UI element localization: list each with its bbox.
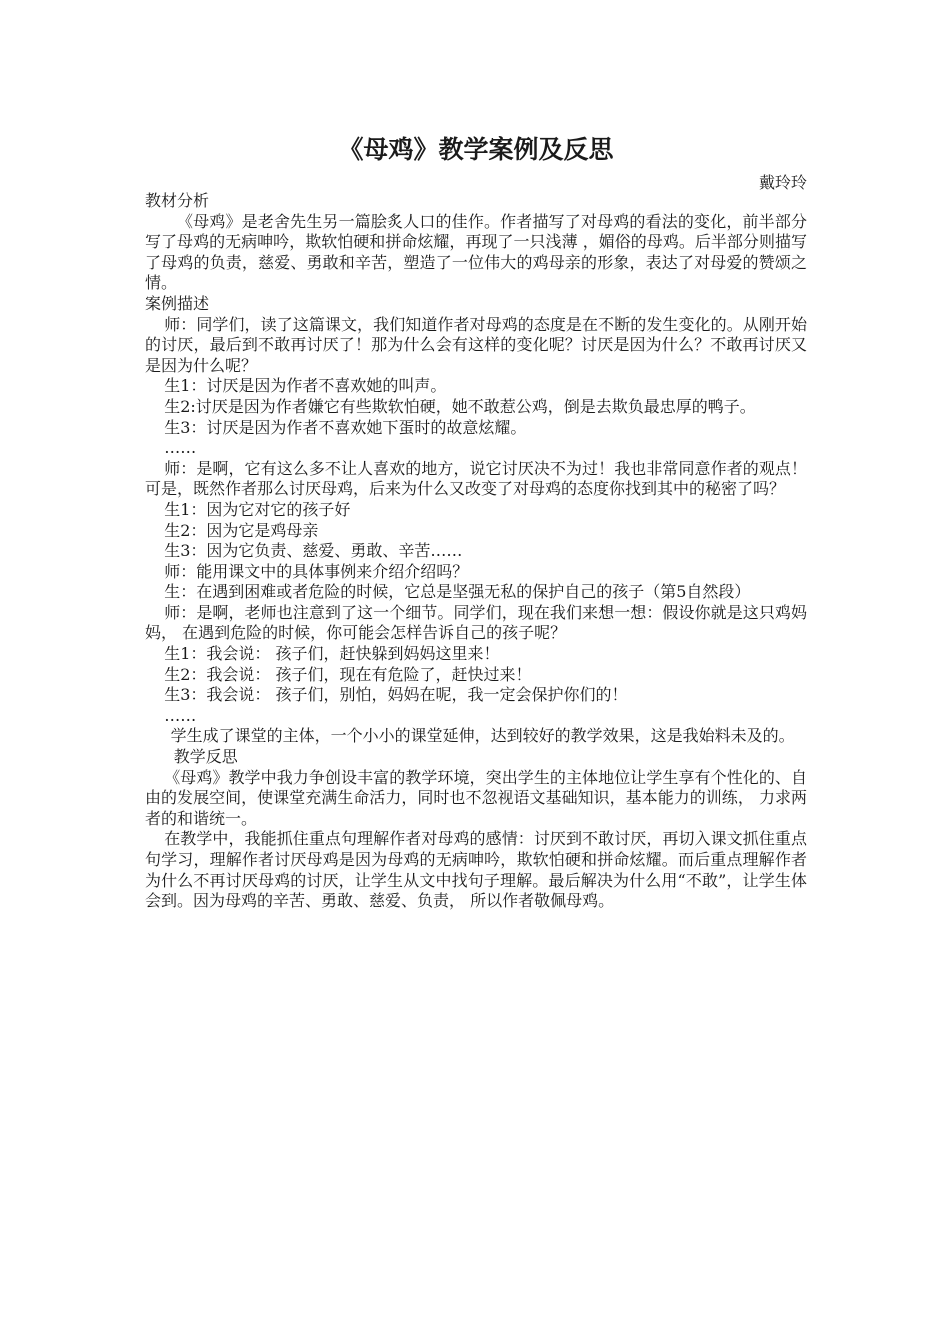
paragraph: 《母鸡》是老舍先生另一篇脍炙人口的佳作。作者描写了对母鸡的看法的变化，前半部分写了母鸡的无病呻吟，欺软怕硬和拼命炫耀，再现了一只浅薄 ，媚俗的母鸡。后半部分则描写了母鸡的负责，慈爱、勇敢和辛苦，塑造了一位伟大的鸡母亲的形象，表达了对母爱的赞颂之情。 (145, 211, 807, 293)
paragraph: 师：是啊，它有这么多不让人喜欢的地方，说它讨厌决不为过！我也非常同意作者的观点！可是，既然作者那么讨厌母鸡，后来为什么又改变了对母鸡的态度你找到其中的秘密了吗？ (145, 458, 807, 499)
paragraph: 生1：因为它对它的孩子好 (164, 499, 351, 519)
section-heading: 案例描述 (145, 293, 210, 313)
paragraph: 生3：我会说： 孩子们，别怕，妈妈在呢，我一定会保护你们的！ (164, 685, 628, 705)
paragraph: …… (164, 705, 197, 725)
paragraph: 在教学中，我能抓住重点句理解作者对母鸡的感情：讨厌到不敢讨厌，再切入课文抓住重点句学习，理解作者讨厌母鸡是因为母鸡的无病呻吟，欺软怕硬和拼命炫耀。而后重点理解作者为什么不再讨厌母鸡的讨厌，让学生从文中找句子理解。最后解决为什么用“不敢”，让学生体会到。因为母鸡的辛苦、勇敢、慈爱、负责， 所以作者敬佩母鸡。 (145, 829, 807, 911)
paragraph: 师：能用课文中的具体事例来介绍介绍吗？ (164, 561, 469, 581)
paragraph: 生3：讨厌是因为作者不喜欢她下蛋时的故意炫耀。 (164, 417, 527, 437)
document-body (145, 191, 807, 912)
paragraph: 生1：讨厌是因为作者不喜欢她的叫声。 (164, 376, 447, 396)
paragraph: 生1：我会说： 孩子们，赶快躲到妈妈这里来！ (164, 644, 500, 664)
paragraph: 学生成了课堂的主体，一个小小的课堂延伸，达到较好的教学效果，这是我始料未及的。 (170, 726, 795, 746)
paragraph: 生：在遇到困难或者危险的时候，它总是坚强无私的保护自己的孩子（第5自然段） (164, 582, 751, 602)
paragraph: …… (164, 438, 197, 458)
paragraph: 生2:讨厌是因为作者嫌它有些欺软怕硬，她不敢惹公鸡，倒是去欺负最忠厚的鸭子。 (164, 396, 756, 416)
paragraph: 师：同学们，读了这篇课文，我们知道作者对母鸡的态度是在不断的发生变化的。从刚开始的讨厌，最后到不敢再讨厌了！那为什么会有这样的变化呢？讨厌是因为什么？不敢再讨厌又是因为什么呢？ (145, 314, 807, 375)
document-author: 戴玲玲 (758, 173, 807, 192)
paragraph: 生2：因为它是鸡母亲 (164, 520, 319, 540)
paragraph: 《母鸡》教学中我力争创设丰富的教学环境，突出学生的主体地位让学生享有个性化的、自由的发展空间，使课堂充满生命活力，同时也不忽视语文基础知识，基本能力的训练， 力求两者的和谐统一。 (145, 767, 807, 828)
paragraph: 生3：因为它负责、慈爱、勇敢、辛苦…… (164, 541, 463, 561)
paragraph: 师：是啊，老师也注意到了这一个细节。同学们，现在我们来想一想：假设你就是这只鸡妈妈， 在遇到危险的时候，你可能会怎样告诉自己的孩子呢？ (145, 602, 807, 643)
paragraph: 生2：我会说： 孩子们，现在有危险了，赶快过来！ (164, 664, 532, 684)
document-title: 《母鸡》教学案例及反思 (338, 135, 614, 164)
section-heading: 教学反思 (173, 747, 238, 767)
section-heading: 教材分析 (145, 191, 210, 210)
